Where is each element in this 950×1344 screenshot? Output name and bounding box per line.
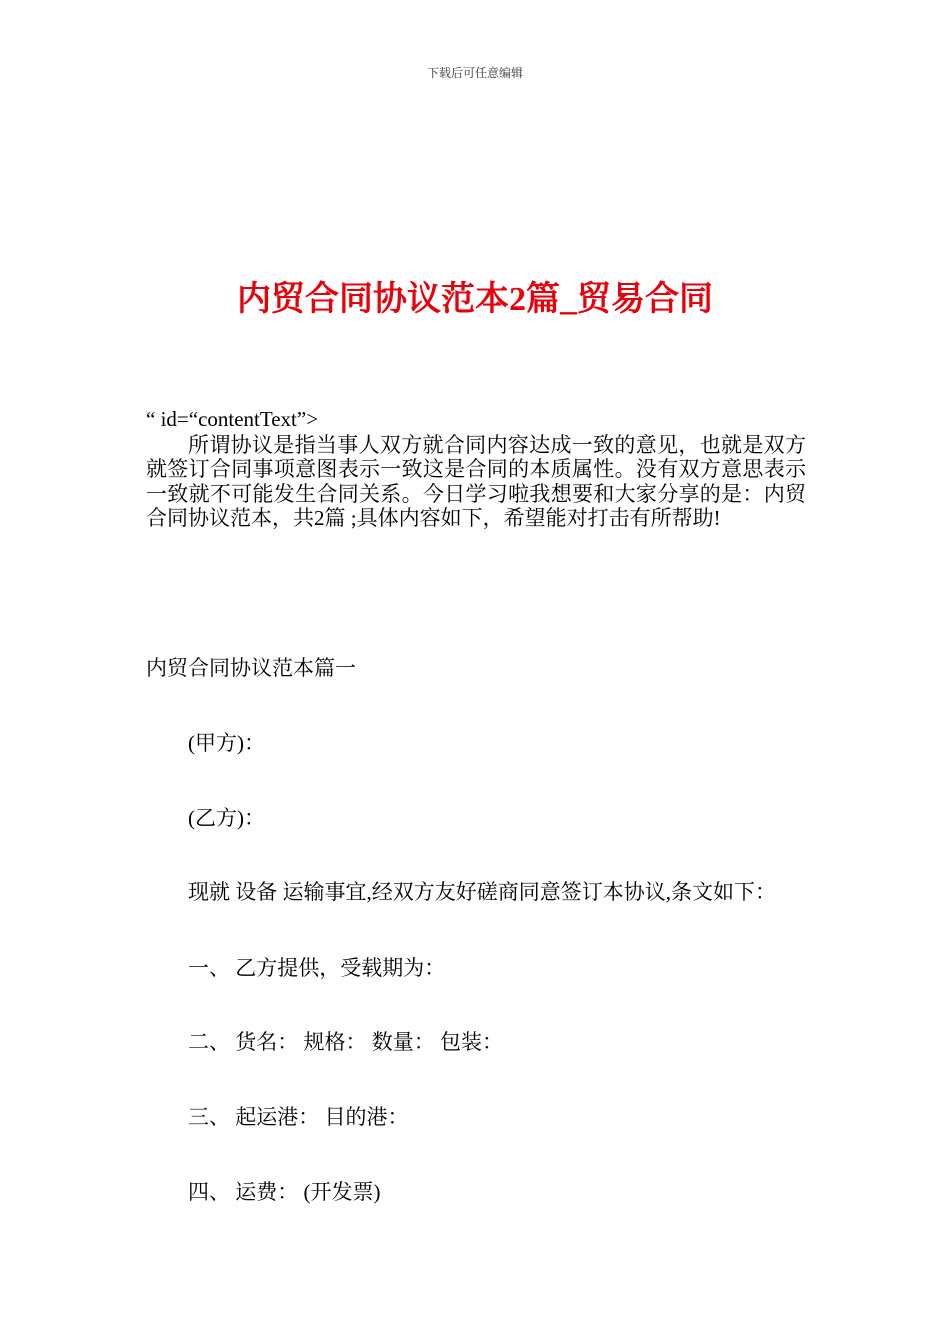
clause-item: 三、 起运港： 目的港： <box>188 1105 409 1129</box>
section-heading: 内贸合同协议范本篇一 <box>146 656 356 680</box>
clause-item: 一、 乙方提供，受载期为： <box>188 956 446 980</box>
residual-markup-text: “ id=“contentText”> <box>146 407 319 431</box>
clause-item: 二、 货名： 规格： 数量： 包装： <box>188 1030 503 1054</box>
document-title: 内贸合同协议范本2篇_贸易合同 <box>237 281 713 318</box>
party-a-label: (甲方)： <box>188 731 265 755</box>
preamble-text: 现就 设备 运输事宜,经双方友好磋商同意签订本协议,条文如下： <box>188 880 776 904</box>
page-header-note: 下载后可任意编辑 <box>426 66 523 80</box>
party-b-label: (乙方)： <box>188 806 265 830</box>
intro-paragraph: 所谓协议是指当事人双方就合同内容达成一致的意见，也就是双方就签订合同事项意图表示一致这是合同的本质属性。没有双方意思表示一致就不可能发生合同关系。今日学习啦我想要和大家分享的是：内贸合同协议范本，共2篇 ;具体内容如下，希望能对打击有所帮助! <box>146 433 806 531</box>
clause-item: 四、 运费： (开发票) <box>188 1180 381 1204</box>
